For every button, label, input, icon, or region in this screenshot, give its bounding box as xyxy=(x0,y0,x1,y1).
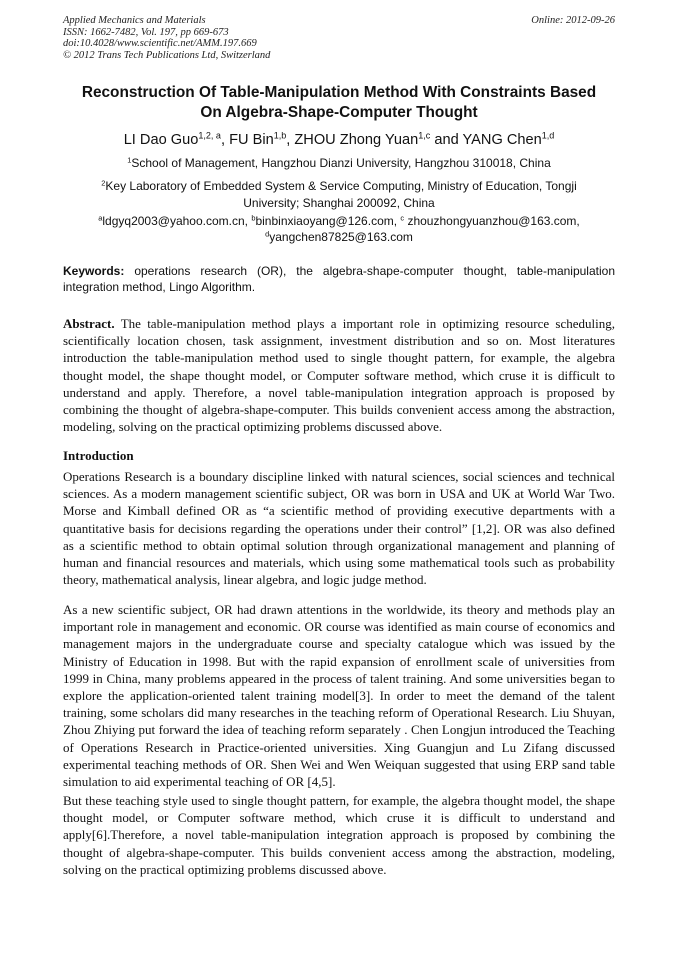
keywords-text: operations research (OR), the algebra-shape-computer thought, table-manipulation integration method, Lingo Algorithm. xyxy=(63,264,615,294)
author-name: ZHOU Zhong Yuan xyxy=(294,132,419,148)
affiliation-sup: 1 xyxy=(127,155,132,165)
email-address[interactable]: binbinxiaoyang@126.com, xyxy=(255,214,401,228)
email-address[interactable]: zhouzhongyuanzhou@163.com, xyxy=(404,214,580,228)
abstract-label: Abstract. xyxy=(63,316,115,331)
author-name: LI Dao Guo xyxy=(123,132,199,148)
affiliation-text: Key Laboratory of Embedded System & Service Computing, Ministry of Education, Tongji xyxy=(105,179,577,193)
author-name: YANG Chen xyxy=(462,132,542,148)
author-sep: and xyxy=(430,132,463,148)
copyright-line: © 2012 Trans Tech Publications Ltd, Switzerland xyxy=(63,49,271,61)
issn-line: ISSN: 1662-7482, Vol. 197, pp 669-673 xyxy=(63,26,229,38)
email-sup: a xyxy=(98,213,103,223)
paragraph: Operations Research is a boundary discipline linked with natural sciences, social sciences and technical sciences. As a modern management scientific subject, OR was born in USA and UK at World War Two. Morse and Kimball defined OR as “a scientific method of providing executive departments with a quantitative basis for decisions regarding the operations under their control” [1,2]. OR was also defined as a scientific method to obtain optimal solution through organizational management and planning of human and financial resources and materials, which using some mathematical tools such as probability theory, mathematical analysis, linear algebra, and logic judge method. xyxy=(63,469,615,588)
author-sup: 1,b xyxy=(273,130,287,141)
doi-line: doi:10.4028/www.scientific.net/AMM.197.669 xyxy=(63,38,257,49)
journal-name: Applied Mechanics and Materials xyxy=(63,15,206,26)
author-name: FU Bin xyxy=(229,132,274,148)
paper-title xyxy=(63,83,615,123)
paragraph: But these teaching style used to single thought pattern, for example, the algebra thought model, the shape thought model, or Computer software method, which cruse it is difficult to understand and apply[6].Therefore, a novel table-manipulation integration approach is proposed by combining the thought of algebra-shape-computer. This builds convenient access among the abstraction, modeling, solving on the practical optimizing problems discussed above. xyxy=(63,793,615,877)
author-sup: 1,d xyxy=(541,130,555,141)
section-heading: Introduction xyxy=(63,448,134,463)
affiliation-2 xyxy=(63,178,615,212)
email-address[interactable]: ldgyq2003@yahoo.com.cn, xyxy=(102,214,252,228)
abstract xyxy=(63,315,615,435)
email-address[interactable]: yangchen87825@163.com xyxy=(269,230,413,244)
affiliation-sup: 2 xyxy=(101,178,106,188)
email-sup: d xyxy=(265,229,270,239)
author-list xyxy=(63,131,615,149)
email-sup: c xyxy=(400,213,405,223)
email-row xyxy=(63,213,615,229)
affiliation-text: University; Shanghai 200092, China xyxy=(243,196,435,210)
keywords-label: Keywords: xyxy=(63,264,125,278)
online-date: Online: 2012-09-26 xyxy=(531,15,615,26)
author-sep: , xyxy=(220,132,230,148)
journal-header xyxy=(63,15,615,61)
email-row xyxy=(63,229,615,245)
email-sup: b xyxy=(251,213,256,223)
abstract-text: The table-manipulation method plays a important role in optimizing resource scheduling, scientifically location chosen, task assignment, investment distribution and so on. Most literatures introduction the table-manipulation method used to single thought pattern, for example, the algebra thought model, the shape thought model, or Computer software method, which cruse it is difficult to understand and apply. Therefore, a novel table-manipulation integration approach is proposed by combining the thought of algebra-shape-computer. This builds convenient access among the abstraction, modeling, solving on the practical optimizing problems discussed above. xyxy=(63,316,615,435)
title-line-2: On Algebra-Shape-Computer Thought xyxy=(200,104,478,121)
author-sep: , xyxy=(286,132,295,148)
title-line-1: Reconstruction Of Table-Manipulation Method With Constraints Based xyxy=(81,84,597,101)
affiliation-text: School of Management, Hangzhou Dianzi University, Hangzhou 310018, China xyxy=(131,156,551,170)
author-sup: 1,2, a xyxy=(198,130,221,141)
email-list xyxy=(63,213,615,245)
keywords xyxy=(63,263,615,295)
affiliation-1 xyxy=(63,155,615,172)
author-sup: 1,c xyxy=(418,130,431,141)
paragraph: As a new scientific subject, OR had drawn attentions in the worldwide, its theory and methods play an important role in management and economic. OR course was identified as main course of economics and management majors in the undergraduate course and specialty catalogue which was issued by the Ministry of Education in 1998. But with the rapid expansion of enrollment scale of universities from 1999 in China, many problems appeared in the process of talent training. And some universities began to explore the application-oriented talent training model[3]. In order to meet the demand of the talent training, some scholars did many researches in the teaching reform of Operational Research. Liu Shuyan, Zhou Zhiying put forward the idea of teaching reform separately . Chen Longjun introduced the Teaching of Operations Research in Practice-oriented universities. Xing Guangjun and Lu Zifang discussed experimental teaching methods of OR. Shen Wei and Wen Weiquan suggested that using ERP sand table simulation to aid experimental teaching of OR [4,5]. xyxy=(63,602,615,790)
